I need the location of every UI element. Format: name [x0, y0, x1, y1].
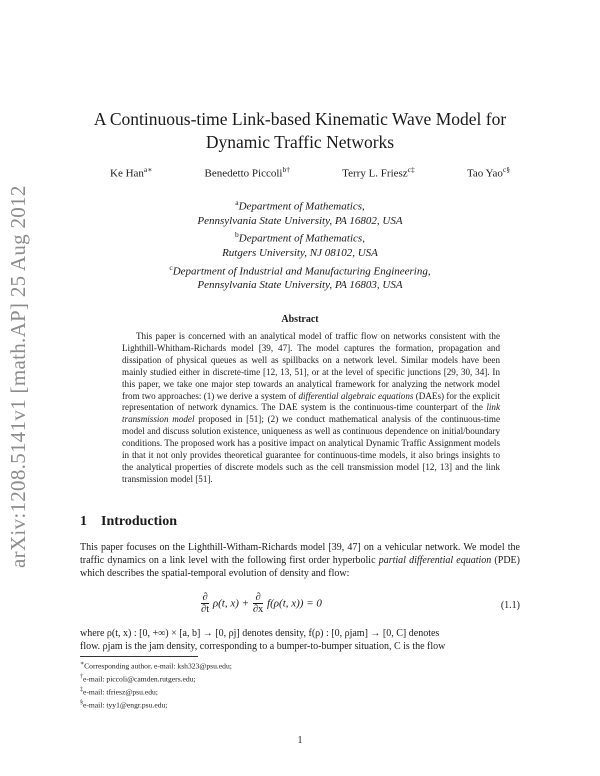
- partial-t-fraction: $\frac{\partial}{\partial t}$: [201, 592, 210, 615]
- section-title: Introduction: [101, 514, 177, 529]
- author-list: [110, 165, 510, 180]
- equation-1-1: [200, 592, 520, 622]
- affiliation-line: $^a$Department of Mathematics,: [235, 198, 365, 213]
- affiliation-line: $^b$Department of Mathematics,: [235, 230, 365, 245]
- post-equation-text: [80, 628, 520, 654]
- affiliation-line: Rutgers University, NJ 08102, USA: [222, 247, 378, 260]
- abstract-body: [122, 331, 500, 486]
- paper-title: [90, 108, 510, 154]
- footnote: ‡e-mail: tfriesz@psu.edu;: [80, 687, 158, 697]
- abstract-paragraph: This paper is concerned with an analytical model of traffic flow on networks consistent with the Lighthill-Whitham-Richards model [39, 47]. The model captures the formation, propagation and dissipation of physical queues as well as spillbacks on a network level. Similar models have been mainly studied either in discrete-time [12, 13, 51], or at the level of specific junctions [29, 30, 34]. In this paper, we take one major step towards an analytical framework for analyzing the network model from two approaches: (1) we derive a system of differential algebraic equations (DAEs) for the explicit representation of network dynamics. The DAE system is the continuous-time counterpart of the link transmission model proposed in [51]; (2) we conduct mathematical analysis of the continuous-time model and discuss solution existence, uniqueness as well as continuous dependence on initial/boundary conditions. The proposed work has a positive impact on analytical Dynamic Traffic Assignment models in that it not only provides theoretical guarantee for continuous-time models, it also brings insights to the analytical properties of discrete models such as the cell transmission model [12, 13] and the link transmission model [51].: [122, 331, 500, 484]
- arxiv-stamp: arXiv:1208.5141v1 [math.AP] 25 Aug 2012: [6, 185, 30, 568]
- affiliations: [100, 196, 500, 293]
- equation-number: (1.1): [500, 600, 520, 611]
- author: Terry L. Friesz$^{c\ddagger}$: [342, 165, 415, 180]
- affiliation-line: Pennsylvania State University, PA 16803, USA: [197, 279, 403, 292]
- section-heading: [80, 514, 177, 530]
- section-number: 1: [80, 514, 87, 529]
- author: Benedetto Piccoli$^{b\dagger}$: [204, 165, 290, 180]
- author: Ke Han$^{a∗}$: [110, 165, 153, 180]
- text-line: where ρ(t, x) : [0, +∞) × [a, b] → [0, ρj] denotes density, f(ρ) : [0, ρjam] → [0, C] denotes: [80, 628, 440, 639]
- text-line: flow. ρjam is the jam density, corresponding to a bumper-to-bumper situation, C is the flow: [80, 640, 446, 652]
- footnote: †e-mail: piccoli@camden.rutgers.edu;: [80, 674, 196, 684]
- footnote: §e-mail: tyy1@engr.psu.edu;: [80, 700, 168, 710]
- equation-middle: ρ(t, x) +: [212, 597, 250, 610]
- abstract-heading: Abstract: [281, 314, 319, 325]
- author: Tao Yao$^{c\S}$: [466, 165, 510, 180]
- partial-x-fraction: $\frac{\partial}{\partial x}$: [252, 592, 264, 615]
- title-line-1: A Continuous-time Link-based Kinematic Wave Model for: [93, 109, 507, 129]
- footnotes: [80, 659, 500, 712]
- title-line-2: Dynamic Traffic Networks: [205, 132, 395, 152]
- affiliation-line: $^c$Department of Industrial and Manufacturing Engineering,: [169, 262, 431, 278]
- affiliation-line: Pennsylvania State University, PA 16802, USA: [197, 214, 403, 227]
- footnote-rule: [80, 656, 198, 657]
- footnote: ∗Corresponding author, e-mail: ksh323@psu.edu;: [80, 661, 232, 671]
- equation-right: f(ρ(t, x)) = 0: [267, 597, 322, 610]
- page-number: 1: [297, 735, 303, 746]
- intro-paragraph: This paper focuses on the Lighthill-Witham-Richards model [39, 47] on a vehicular network. We model the traffic dynamics on a link level with the following first order hyperbolic partial differential equation (PDE) which describes the spatial-temporal evolution of density and flow:: [80, 542, 520, 579]
